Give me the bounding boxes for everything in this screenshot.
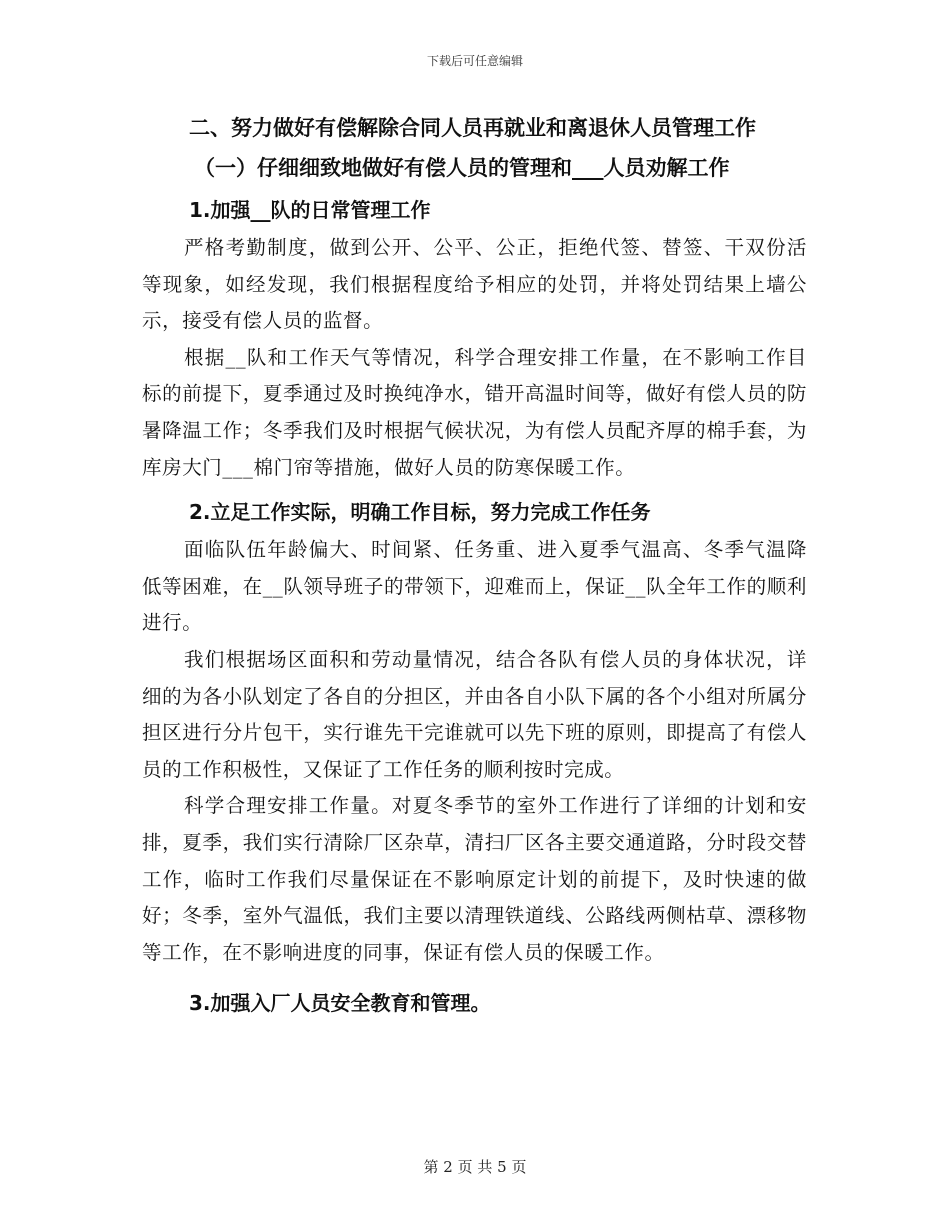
header-note: 下载后可任意编辑: [426, 54, 523, 68]
paragraph-workload: 科学合理安排工作量。对夏冬季节的室外工作进行了详细的计划和安排，夏季，我们实行清除厂区杂草，清扫厂区各主要交通道路，分时段交替工作，临时工作我们尽量保证在不影响原定计划的前提下，及时快速的做好；冬季，室外气温低，我们主要以清理铁道线、公路线两侧枯草、漂移物等工作，在不影响进度的同事，保证有偿人员的保暖工作。: [142, 794, 807, 964]
paragraph-weather: 根据__队和工作天气等情况，科学合理安排工作量，在不影响工作目标的前提下，夏季通过及时换纯净水，错开高温时间等，做好有偿人员的防暑降温工作；冬季我们及时根据气候状况，为有偿人员配齐厚的棉手套，为库房大门___棉门帘等措施，做好人员的防寒保暖工作。: [142, 345, 807, 479]
item-heading-2: 2.立足工作实际，明确工作目标，努力完成工作任务: [189, 500, 651, 525]
document-body: [142, 108, 807, 1023]
subsection-heading: （一）仔细细致地做好有偿人员的管理和___人员劝解工作: [194, 156, 730, 180]
paragraph-division: 我们根据场区面积和劳动量情况，结合各队有偿人员的身体状况，详细的为各小队划定了各自的分担区，并由各自小队下属的各个小组对所属分担区进行分片包干，实行谁先干完谁就可以先下班的原则，即提高了有偿人员的工作积极性，又保证了工作任务的顺利按时完成。: [142, 647, 807, 781]
item-heading-1: 1.加强__队的日常管理工作: [189, 198, 431, 222]
item-heading-3: 3.加强入厂人员安全教育和管理。: [189, 991, 491, 1016]
paragraph-difficulties: 面临队伍年龄偏大、时间紧、任务重、进入夏季气温高、冬季气温降低等困难，在__队领导班子的带领下，迎难而上，保证__队全年工作的顺利进行。: [142, 538, 807, 635]
section-heading: 二、努力做好有偿解除合同人员再就业和离退休人员管理工作: [189, 116, 756, 140]
page-number: 第 2 页 共 5 页: [423, 1158, 527, 1176]
paragraph-attendance: 严格考勤制度，做到公开、公平、公正，拒绝代签、替签、干双份活等现象，如经发现，我们根据程度给予相应的处罚，并将处罚结果上墙公示，接受有偿人员的监督。: [142, 236, 807, 333]
